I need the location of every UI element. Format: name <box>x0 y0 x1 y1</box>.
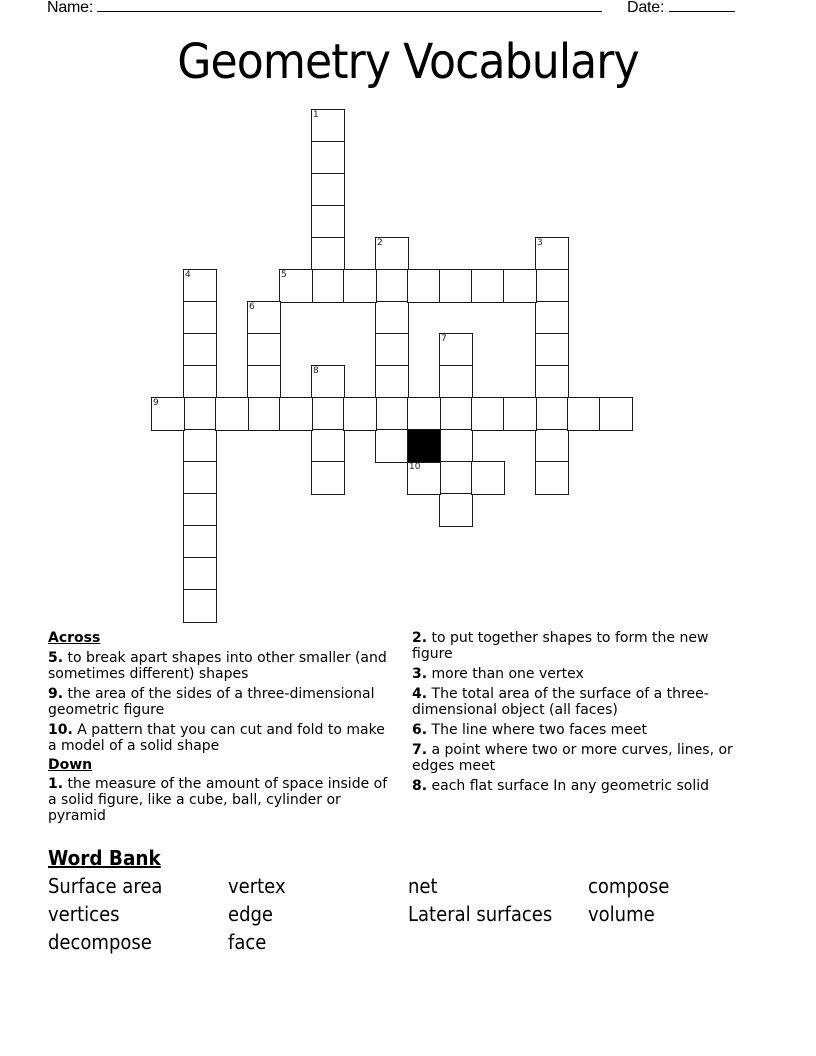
word-bank-word: vertex <box>228 874 286 898</box>
grid-cell[interactable] <box>471 461 505 495</box>
grid-cell[interactable] <box>183 557 217 591</box>
grid-cell[interactable] <box>471 397 505 431</box>
clue-number: 2 <box>377 238 383 248</box>
clue-across-10: 10. A pattern that you can cut and fold to make a model of a solid shape <box>48 722 385 754</box>
clue-number: 10 <box>409 462 421 472</box>
grid-cell[interactable] <box>247 301 281 335</box>
grid-cell[interactable] <box>535 365 569 399</box>
black-cell <box>407 429 441 463</box>
clues-left-column <box>48 630 388 828</box>
grid-cell[interactable] <box>247 365 281 399</box>
grid-cell[interactable] <box>183 429 217 463</box>
grid-cell[interactable] <box>311 205 345 239</box>
grid-cell[interactable] <box>439 429 473 463</box>
grid-cell[interactable] <box>407 461 441 495</box>
clue-down-7: 7. a point where two or more curves, lines, or edges meet <box>412 742 733 774</box>
grid-cell[interactable] <box>183 461 217 495</box>
word-bank-word: compose <box>588 874 670 898</box>
clue-number: 9 <box>153 398 159 408</box>
grid-cell[interactable] <box>311 141 345 175</box>
grid-cell[interactable] <box>279 397 313 431</box>
grid-cell[interactable] <box>247 397 281 431</box>
clue-number: 5 <box>281 270 287 280</box>
grid-cell[interactable] <box>311 269 345 303</box>
grid-cell[interactable] <box>439 365 473 399</box>
grid-cell[interactable] <box>535 237 569 271</box>
grid-cell[interactable] <box>535 461 569 495</box>
date-label: Date: <box>627 0 665 16</box>
grid-cell[interactable] <box>183 397 217 431</box>
grid-cell[interactable] <box>503 269 537 303</box>
grid-cell[interactable] <box>375 301 409 335</box>
grid-cell[interactable] <box>599 397 633 431</box>
grid-cell[interactable] <box>183 333 217 367</box>
word-bank-word: decompose <box>48 930 152 954</box>
grid-cell[interactable] <box>375 237 409 271</box>
grid-cell[interactable] <box>471 269 505 303</box>
grid-cell[interactable] <box>375 397 409 431</box>
grid-cell[interactable] <box>439 461 473 495</box>
grid-cell[interactable] <box>439 493 473 527</box>
clue-across-9: 9. the area of the sides of a three-dimensional geometric figure <box>48 686 375 718</box>
grid-cell[interactable] <box>151 397 185 431</box>
grid-cell[interactable] <box>375 333 409 367</box>
grid-cell[interactable] <box>311 397 345 431</box>
word-bank-word: vertices <box>48 902 120 926</box>
grid-cell[interactable] <box>247 333 281 367</box>
page-title: Geometry Vocabulary <box>177 34 639 90</box>
word-bank-heading: Word Bank <box>48 846 161 870</box>
word-bank-word: volume <box>588 902 655 926</box>
clue-down-6: 6. The line where two faces meet <box>412 722 648 738</box>
grid-cell[interactable] <box>439 397 473 431</box>
grid-cell[interactable] <box>183 301 217 335</box>
clue-number: 6 <box>249 302 255 312</box>
grid-cell[interactable] <box>311 365 345 399</box>
grid-cell[interactable] <box>535 397 569 431</box>
grid-cell[interactable] <box>343 269 377 303</box>
across-heading: Across <box>48 630 101 646</box>
clue-number: 8 <box>313 366 319 376</box>
clue-number: 7 <box>441 334 447 344</box>
clue-down-4: 4. The total area of the surface of a three-dimensional object (all faces) <box>412 686 709 718</box>
grid-cell[interactable] <box>535 301 569 335</box>
grid-cell[interactable] <box>183 589 217 623</box>
clue-number: 1 <box>313 110 319 120</box>
grid-cell[interactable] <box>311 237 345 271</box>
clue-down-8: 8. each flat surface In any geometric solid <box>412 778 710 794</box>
grid-cell[interactable] <box>183 525 217 559</box>
grid-cell[interactable] <box>311 461 345 495</box>
clue-down-3: 3. more than one vertex <box>412 666 584 682</box>
grid-cell[interactable] <box>407 397 441 431</box>
grid-cell[interactable] <box>439 269 473 303</box>
grid-cell[interactable] <box>311 173 345 207</box>
clue-number: 4 <box>185 270 191 280</box>
grid-cell[interactable] <box>183 493 217 527</box>
grid-cell[interactable] <box>375 429 409 463</box>
grid-cell[interactable] <box>311 429 345 463</box>
grid-cell[interactable] <box>343 397 377 431</box>
down-heading: Down <box>48 757 93 773</box>
word-bank-word: Lateral surfaces <box>408 902 553 926</box>
grid-cell[interactable] <box>183 269 217 303</box>
grid-cell[interactable] <box>535 333 569 367</box>
grid-cell[interactable] <box>311 109 345 143</box>
word-bank-word: edge <box>228 902 273 926</box>
clue-across-5: 5. to break apart shapes into other smaller (and sometimes different) shapes <box>48 650 387 682</box>
grid-cell[interactable] <box>535 429 569 463</box>
clues-right-column <box>412 630 752 798</box>
grid-cell[interactable] <box>215 397 249 431</box>
clue-down-2: 2. to put together shapes to form the new figure <box>412 630 709 662</box>
grid-cell[interactable] <box>183 365 217 399</box>
grid-cell[interactable] <box>279 269 313 303</box>
clue-down-1: 1. the measure of the amount of space inside of a solid figure, like a cube, ball, cylinder or pyramid <box>48 776 388 824</box>
grid-cell[interactable] <box>407 269 441 303</box>
word-bank-word: net <box>408 874 438 898</box>
grid-cell[interactable] <box>439 333 473 367</box>
clue-number: 3 <box>537 238 543 248</box>
word-bank-word: Surface area <box>48 874 163 898</box>
grid-cell[interactable] <box>375 269 409 303</box>
word-bank-word: face <box>228 930 267 954</box>
name-label: Name: <box>47 0 94 16</box>
grid-cell[interactable] <box>567 397 601 431</box>
grid-cell[interactable] <box>535 269 569 303</box>
grid-cell[interactable] <box>503 397 537 431</box>
grid-cell[interactable] <box>375 365 409 399</box>
